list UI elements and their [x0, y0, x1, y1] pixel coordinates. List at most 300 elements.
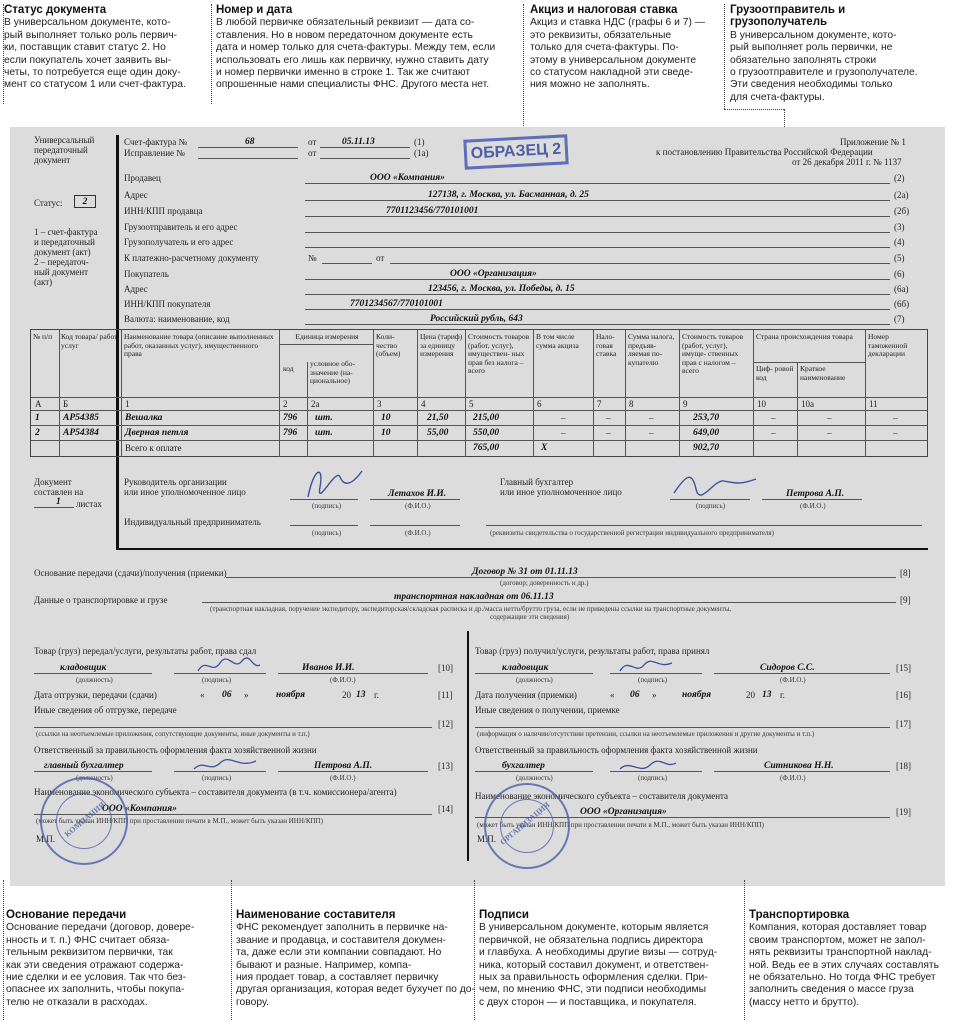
grid-line	[417, 330, 418, 457]
underline	[305, 309, 890, 310]
annotation-line: тельным реквизитом первички, так	[6, 947, 173, 959]
date-block: «	[610, 690, 615, 700]
underline	[390, 263, 890, 264]
annotation-line: ника, который составил документ, и ответствен-	[479, 959, 709, 971]
annotation-signatures	[479, 909, 739, 1009]
ship-year: 13	[356, 690, 366, 700]
line-code: (4)	[894, 237, 905, 247]
ship-date-label: Дата отгрузки, передачи (сдачи)	[34, 690, 157, 700]
sender-name: Иванов И.И.	[302, 663, 355, 673]
underline	[198, 158, 298, 159]
annotation-transport	[749, 909, 954, 1009]
pos-hint: (должность)	[76, 676, 113, 684]
underline	[290, 499, 358, 500]
col-index: 3	[377, 399, 382, 409]
underline	[198, 147, 298, 148]
underline	[670, 499, 750, 500]
col-index: 4	[421, 399, 426, 409]
receiver-position: кладовщик	[502, 663, 549, 673]
annotation-line: это реквизиты, обязательные	[530, 29, 672, 41]
underline	[305, 183, 890, 184]
annotation-line: бывают и разные. Например, компа-	[236, 959, 412, 971]
col-index: 8	[629, 399, 634, 409]
cell-origin-name: –	[827, 428, 832, 438]
sign-hint: (подпись)	[202, 676, 232, 684]
col-header: код	[283, 364, 294, 373]
col-index: 2	[283, 399, 288, 409]
underline	[305, 324, 890, 325]
receive-other-label: Иные сведения о получении, приемке	[475, 705, 620, 715]
annotation-line: и главбуха. А необходимы другие визы — сотруд-	[479, 947, 718, 959]
underline	[370, 525, 460, 526]
annotation-line: В универсальном документе, кото-	[730, 29, 897, 41]
col-index: 1	[125, 399, 130, 409]
underline	[305, 279, 890, 280]
head-name: Летахов И.И.	[388, 489, 447, 499]
receive-other-hint: (информация о наличии/отсутствии претензии, ссылки на неотъемлемые приложения и другие документы и т.п.)	[477, 730, 815, 738]
underline	[34, 673, 152, 674]
underline	[226, 577, 896, 578]
year-suffix: г.	[780, 690, 785, 700]
doc-type: Универсальный	[34, 135, 95, 145]
annotation-line: Компания, которая доставляет товар	[749, 922, 927, 934]
resp-position: бухгалтер	[502, 761, 545, 771]
col-header: Код товара/ работ, услуг	[61, 332, 119, 350]
annotation-line: рый выполняет только роль первич-	[4, 29, 178, 41]
fio-hint: (Ф.И.О.)	[405, 502, 431, 510]
buyer-value: ООО «Организация»	[450, 269, 537, 279]
annotation-line: не обязательно. Но тогда ФНС требует	[749, 972, 936, 984]
fio-hint: (Ф.И.О.)	[330, 676, 356, 684]
line-code: [8]	[900, 568, 911, 578]
payment-doc-label: К платежно-расчетному документу	[124, 253, 259, 263]
leader-line	[211, 4, 212, 104]
annotation-line: ставления. Но в новом передаточном документе есть	[216, 29, 473, 41]
currency-label: Валюта: наименование, код	[124, 314, 230, 324]
cell-total: 649,00	[693, 428, 720, 438]
line-code: (2б)	[894, 206, 910, 216]
line-code: (2а)	[894, 190, 909, 200]
annotation-title: Основание передачи	[6, 909, 127, 921]
receive-day: 06	[630, 690, 640, 700]
ship-month: ноября	[276, 690, 306, 700]
grid-line	[31, 425, 928, 426]
fio-hint: (Ф.И.О.)	[330, 774, 356, 782]
cell-unit: шт.	[315, 413, 333, 423]
basis-label: Основание передачи (сдачи)/получения (приемки)	[34, 568, 227, 578]
from-label: от	[308, 137, 317, 147]
leader-line	[523, 4, 524, 134]
cell-excise: –	[561, 413, 566, 423]
cell-excise: –	[561, 428, 566, 438]
shipper-label: Грузоотправитель и его адрес	[124, 222, 238, 232]
annotation-line: В универсальном документе, кото-	[4, 17, 171, 29]
seller-label: Продавец	[124, 173, 161, 183]
annotation-line: только для счета-фактуры. По-	[530, 42, 679, 54]
annotation-line: ной. Ведь ее в этих случаях составлять	[749, 959, 939, 971]
cell-customs: –	[893, 428, 898, 438]
col-header: Единица измерения	[295, 332, 359, 341]
head-label: Руководитель организации	[124, 477, 227, 487]
date-block: »	[652, 690, 657, 700]
currency-value: Российский рубль, 643	[430, 314, 523, 324]
underline	[370, 499, 460, 500]
annotation-line: чем, по мнению ФНС, эти подписи необходимы	[479, 984, 706, 996]
underline	[278, 771, 428, 772]
receive-month: ноября	[682, 690, 712, 700]
fio-hint: (Ф.И.О.)	[780, 676, 806, 684]
signature-chief-icon	[670, 465, 760, 501]
underline	[305, 294, 890, 295]
receive-date-label: Дата получения (приемки)	[475, 690, 577, 700]
annotation-line: ФНС рекомендует заполнить в первичке на-	[236, 922, 448, 934]
annotation-basis	[6, 909, 224, 1009]
seller-inn-label: ИНН/КПП продавца	[124, 206, 203, 216]
number-sign: №	[308, 253, 317, 263]
transport-label: Данные о транспортировке и грузе	[34, 595, 168, 605]
consignee-label: Грузополучатель и его адрес	[124, 237, 234, 247]
cell-rate: –	[606, 413, 611, 423]
receive-year: 13	[762, 690, 772, 700]
cell-unit-code: 796	[283, 428, 298, 438]
transport-hint: (транспортная накладная, поручение экспедитору, экспедиторская/складская расписка и др./масса нетто/брутто груза, если не приведены ссылки на транспортные документы,	[210, 605, 732, 613]
total-with-tax: 902,70	[693, 443, 720, 453]
underline	[610, 771, 702, 772]
leader-line	[724, 109, 784, 110]
underline	[305, 216, 890, 217]
underline	[475, 673, 593, 674]
annotation-line: Акциз и ставка НДС (графы 6 и 7) —	[530, 17, 706, 29]
entity-value: ООО «Компания»	[102, 804, 177, 814]
pos-hint: (должность)	[516, 676, 553, 684]
entity-hint: (может быть указан ИНН/КПП при проставлении печати в М.П., может быть указан ИНН/КПП)	[477, 821, 764, 829]
annotation-line: нность и т. п.) ФНС считает обяза-	[6, 934, 170, 946]
grid-line	[753, 362, 865, 363]
chief-acc-label: Главный бухгалтер	[500, 477, 574, 487]
col-header: условное обо- значение (на- циональное)	[310, 359, 355, 386]
annotation-line: для счета-фактуры.	[730, 91, 825, 103]
appendix-line: к постановлению Правительства Российской Федерации	[656, 147, 873, 157]
cell-total: 253,70	[693, 413, 720, 423]
annotation-line: ки, поставщик ставит статус 2. Но	[4, 42, 166, 54]
fio-hint: (Ф.И.О.)	[800, 502, 826, 510]
grid-line	[679, 330, 680, 457]
grid-line	[121, 330, 122, 457]
annotation-line: первичкой, не обязательна подпись директора	[479, 934, 703, 946]
divider	[467, 631, 469, 861]
annotation-line: опаснее их заполнить, чтобы покупа-	[6, 984, 185, 996]
annotation-title: Подписи	[479, 909, 529, 921]
line-code: [9]	[900, 595, 911, 605]
pos-hint: (должность)	[516, 774, 553, 782]
col-header: Стоимость товаров (работ, услуг), имуществен- ных прав без налога – всего	[468, 332, 530, 376]
seller-value: ООО «Компания»	[370, 173, 445, 183]
upd-form-sheet	[10, 127, 945, 886]
mp-label: М.П.	[477, 834, 497, 844]
transport-hint: содержащие эти сведения)	[490, 613, 570, 621]
underline	[475, 771, 593, 772]
cell-cost: 550,00	[473, 428, 500, 438]
annotation-line: с двух сторон — и поставщика, и покупателя.	[479, 996, 697, 1008]
annotation-number-date	[216, 4, 516, 92]
annotation-line: (массу нетто и брутто).	[749, 996, 860, 1008]
annotation-title: Статус документа	[4, 4, 107, 16]
annotation-line: ния можно не заполнять.	[530, 79, 650, 91]
col-header: Цена (тариф) за единицу измерения	[420, 332, 463, 359]
annotation-line: Эти сведения необходимы только	[730, 79, 893, 91]
annotation-line: своим транспортом, может не запол-	[749, 934, 926, 946]
doc-type: документ	[34, 155, 71, 165]
sign-hint: (подпись)	[638, 774, 668, 782]
col-index: Б	[63, 399, 69, 409]
cell-qty: 10	[381, 428, 391, 438]
entity-value: ООО «Организация»	[580, 807, 667, 817]
divider	[116, 548, 928, 550]
underline	[320, 158, 410, 159]
leader-line	[3, 880, 4, 1020]
annotation-line: та, даже если эти компании совпадают. Но	[236, 947, 442, 959]
buyer-inn-label: ИНН/КПП покупателя	[124, 299, 211, 309]
line-code: [18]	[896, 761, 911, 771]
basis-value: Договор № 31 от 01.11.13	[472, 567, 578, 577]
invoice-label: Счет-фактура №	[124, 137, 188, 147]
fio-hint: (Ф.И.О.)	[405, 529, 431, 537]
date-block: »	[244, 690, 249, 700]
line-code: (5)	[894, 253, 905, 263]
col-header: Краткое наименование	[800, 364, 846, 382]
seller-inn: 7701123456/770101001	[386, 206, 479, 216]
line-code: (1а)	[414, 148, 429, 158]
cell-np: 1	[35, 413, 40, 423]
col-header: Стоимость товаров (работ, услуг), имуще- ственных прав с налогом – всего	[682, 332, 744, 376]
basis-hint: (договор; доверенность и др.)	[500, 579, 589, 587]
annotation-line: говору.	[236, 996, 269, 1008]
mp-label: М.П.	[36, 834, 56, 844]
col-index: 10	[757, 399, 766, 409]
cell-code: АР54384	[63, 428, 99, 438]
line-code: [16]	[896, 690, 911, 700]
status-legend: 1 – счет-фактура	[34, 227, 98, 237]
underline	[34, 507, 74, 508]
receiver-name: Сидоров С.С.	[760, 663, 815, 673]
col-index: 2а	[311, 399, 320, 409]
chief-acc-name: Петрова А.П.	[786, 489, 845, 499]
cell-unit-code: 796	[283, 413, 298, 423]
cell-tax: –	[649, 428, 654, 438]
grid-line	[753, 330, 754, 457]
ip-reg-hint: (реквизиты свидетельства о государственной регистрации индивидуального предпринимателя)	[490, 529, 774, 537]
annotation-line: ние сделки и ее условия. Так что без-	[6, 972, 187, 984]
buyer-inn: 7701234567/770101001	[350, 299, 443, 309]
annotation-line: мент со статусом 1 или счет-фактура.	[4, 79, 186, 91]
status-legend: ный документ	[34, 267, 89, 277]
col-index: 5	[469, 399, 474, 409]
annotation-line: как эти сведения отражают содержа-	[6, 959, 184, 971]
status-value: 2	[74, 195, 96, 208]
underline	[322, 263, 372, 264]
underline	[290, 525, 358, 526]
sign-hint: (подпись)	[202, 774, 232, 782]
cell-price: 55,00	[427, 428, 449, 438]
resp-name: Петрова А.П.	[314, 761, 373, 771]
status-legend: документ (акт)	[34, 247, 91, 257]
underline	[34, 771, 152, 772]
doc-pages-label: Документ	[34, 477, 72, 487]
annotation-line: если покупатель хочет заявить вы-	[4, 54, 172, 66]
underline	[305, 200, 890, 201]
cell-name: Вешалка	[125, 413, 163, 423]
ship-other-hint: (ссылки на неотъемлемые приложения, сопутствующие документы, иные документы и т.п.)	[36, 730, 310, 738]
total-x: X	[541, 443, 548, 453]
grid-line	[533, 330, 534, 457]
cell-name: Дверная петля	[125, 428, 189, 438]
line-code: (6б)	[894, 299, 910, 309]
col-index: 10а	[801, 399, 814, 409]
cell-unit: шт.	[315, 428, 333, 438]
underline	[202, 602, 896, 603]
underline	[762, 499, 862, 500]
grid-line	[865, 330, 866, 457]
total-cost: 765,00	[473, 443, 500, 453]
cell-cost: 215,00	[473, 413, 500, 423]
leader-line	[744, 880, 745, 1020]
col-index: А	[35, 399, 42, 409]
annotation-line: и номер первички именно в строке 1. Так же считают	[216, 67, 471, 79]
cell-price: 21,50	[427, 413, 449, 423]
annotation-line: ных за правильность оформления сделки. При-	[479, 972, 708, 984]
leader-line	[231, 880, 232, 1020]
from-label: от	[376, 253, 385, 263]
annotation-status	[4, 4, 199, 92]
resp-name: Ситникова Н.Н.	[764, 761, 834, 771]
line-code: (1)	[414, 137, 425, 147]
doc-pages-value: 1	[56, 497, 61, 507]
line-code: [17]	[896, 719, 911, 729]
grid-line	[59, 330, 60, 457]
annotation-title: Наименование составителя	[236, 909, 396, 921]
appendix-line: Приложение № 1	[840, 137, 906, 147]
date-block: «	[200, 690, 205, 700]
cell-tax: –	[649, 413, 654, 423]
annotation-line: телю не отказали в расходах.	[6, 996, 148, 1008]
sample-stamp: ОБРАЗЕЦ 2	[463, 134, 568, 169]
total-label: Всего к оплате	[125, 443, 182, 453]
annotation-composer	[236, 909, 475, 1009]
resp-label: Ответственный за правильность оформления факта хозяйственной жизни	[475, 745, 758, 755]
annotation-line: В любой первичке обязательный реквизит — дата со-	[216, 17, 475, 29]
sign-hint: (подпись)	[312, 502, 342, 510]
grid-line	[279, 344, 373, 345]
status-legend: (акт)	[34, 277, 53, 287]
annotation-line: опрошенные нами специалисты ФНС. Другого места нет.	[216, 79, 490, 91]
leader-line	[724, 4, 725, 109]
cell-origin-code: –	[771, 428, 776, 438]
sign-hint: (подпись)	[638, 676, 668, 684]
underline	[714, 771, 890, 772]
col-header: Наименование товара (описание выполненных работ, оказанных услуг), имущественного права	[124, 332, 274, 359]
appendix-line: от 26 декабря 2011 г. № 1137	[792, 157, 902, 167]
year-suffix: г.	[374, 690, 379, 700]
sign-hint: (подпись)	[312, 529, 342, 537]
col-header: Циф- ровой код	[756, 364, 794, 382]
stamp-text: ОРГАНИЗАЦИЯ	[498, 800, 552, 847]
ship-year-prefix: 20	[342, 690, 351, 700]
correction-label: Исправление №	[124, 148, 185, 158]
annotation-title: Транспортировка	[749, 909, 850, 921]
sender-position: кладовщик	[60, 663, 107, 673]
ip-label: Индивидуальный предприниматель	[124, 517, 261, 527]
buyer-address: 123456, г. Москва, ул. Победы, д. 15	[428, 284, 575, 294]
annotation-excise	[530, 4, 716, 92]
underline	[475, 727, 890, 728]
resp-position: главный бухгалтер	[44, 761, 124, 771]
line-code: (2)	[894, 173, 905, 183]
year-prefix: 20	[746, 690, 755, 700]
grid-line	[279, 330, 280, 457]
col-header: Коли- чество (объем)	[376, 332, 401, 359]
organization-stamp-icon	[484, 783, 570, 869]
grid-line	[625, 330, 626, 457]
entity-label: Наименование экономического субъекта – составителя документа (в т.ч. комиссионера/агента)	[34, 787, 397, 797]
col-header: Сумма налога, предъяв- ляемая по- купателю	[628, 332, 675, 367]
transport-value: транспортная накладная от 06.11.13	[394, 592, 554, 602]
annotation-line: рый выполняет роль первички, не	[730, 42, 893, 54]
line-code: [12]	[438, 719, 453, 729]
from-label: от	[308, 148, 317, 158]
annotation-shipper	[730, 4, 954, 104]
col-index: 11	[869, 399, 878, 409]
annotation-line: ния продает товар, а составляет первичку	[236, 972, 439, 984]
underline	[174, 673, 266, 674]
underline	[305, 232, 890, 233]
status-legend: 2 – передаточ-	[34, 257, 89, 267]
col-header: В том числе сумма акциза	[536, 332, 579, 350]
line-code: (7)	[894, 314, 905, 324]
resp-label: Ответственный за правильность оформления факта хозяйственной жизни	[34, 745, 317, 755]
cell-code: АР54385	[63, 413, 99, 423]
annotation-line: четы, то потребуется еще один доку-	[4, 67, 181, 79]
annotation-line: со статусом накладной эти сведе-	[530, 67, 694, 79]
annotation-title: Акциз и налоговая ставка	[530, 4, 678, 16]
ship-day: 06	[222, 690, 232, 700]
address-label: Адрес	[124, 190, 148, 200]
cell-origin-name: –	[827, 413, 832, 423]
col-index: 6	[537, 399, 542, 409]
col-header: Нало- говая ставка	[596, 332, 617, 359]
line-code: [10]	[438, 663, 453, 673]
annotation-line: этому в универсальном документе	[530, 54, 697, 66]
grid-line	[31, 397, 928, 398]
underline	[174, 771, 266, 772]
entity-label: Наименование экономического субъекта – составителя документа	[475, 791, 729, 801]
underline	[610, 673, 702, 674]
line-code: [13]	[438, 761, 453, 771]
head-label: или иное уполномоченное лицо	[124, 487, 246, 497]
leader-line	[474, 880, 475, 1020]
company-stamp-icon	[40, 777, 128, 865]
col-index: 9	[683, 399, 688, 409]
receive-label: Товар (груз) получил/услуги, результаты работ, права принял	[475, 646, 710, 656]
invoice-number: 68	[245, 137, 255, 147]
line-code: [14]	[438, 804, 453, 814]
doc-type: передаточный	[34, 145, 88, 155]
cell-qty: 10	[381, 413, 391, 423]
annotation-line: использовать его лишь как первичку, нужно ставить дату	[216, 54, 489, 66]
underline	[320, 147, 410, 148]
invoice-date: 05.11.13	[342, 137, 375, 147]
grid-line	[373, 330, 374, 457]
status-legend: и передаточный	[34, 237, 95, 247]
